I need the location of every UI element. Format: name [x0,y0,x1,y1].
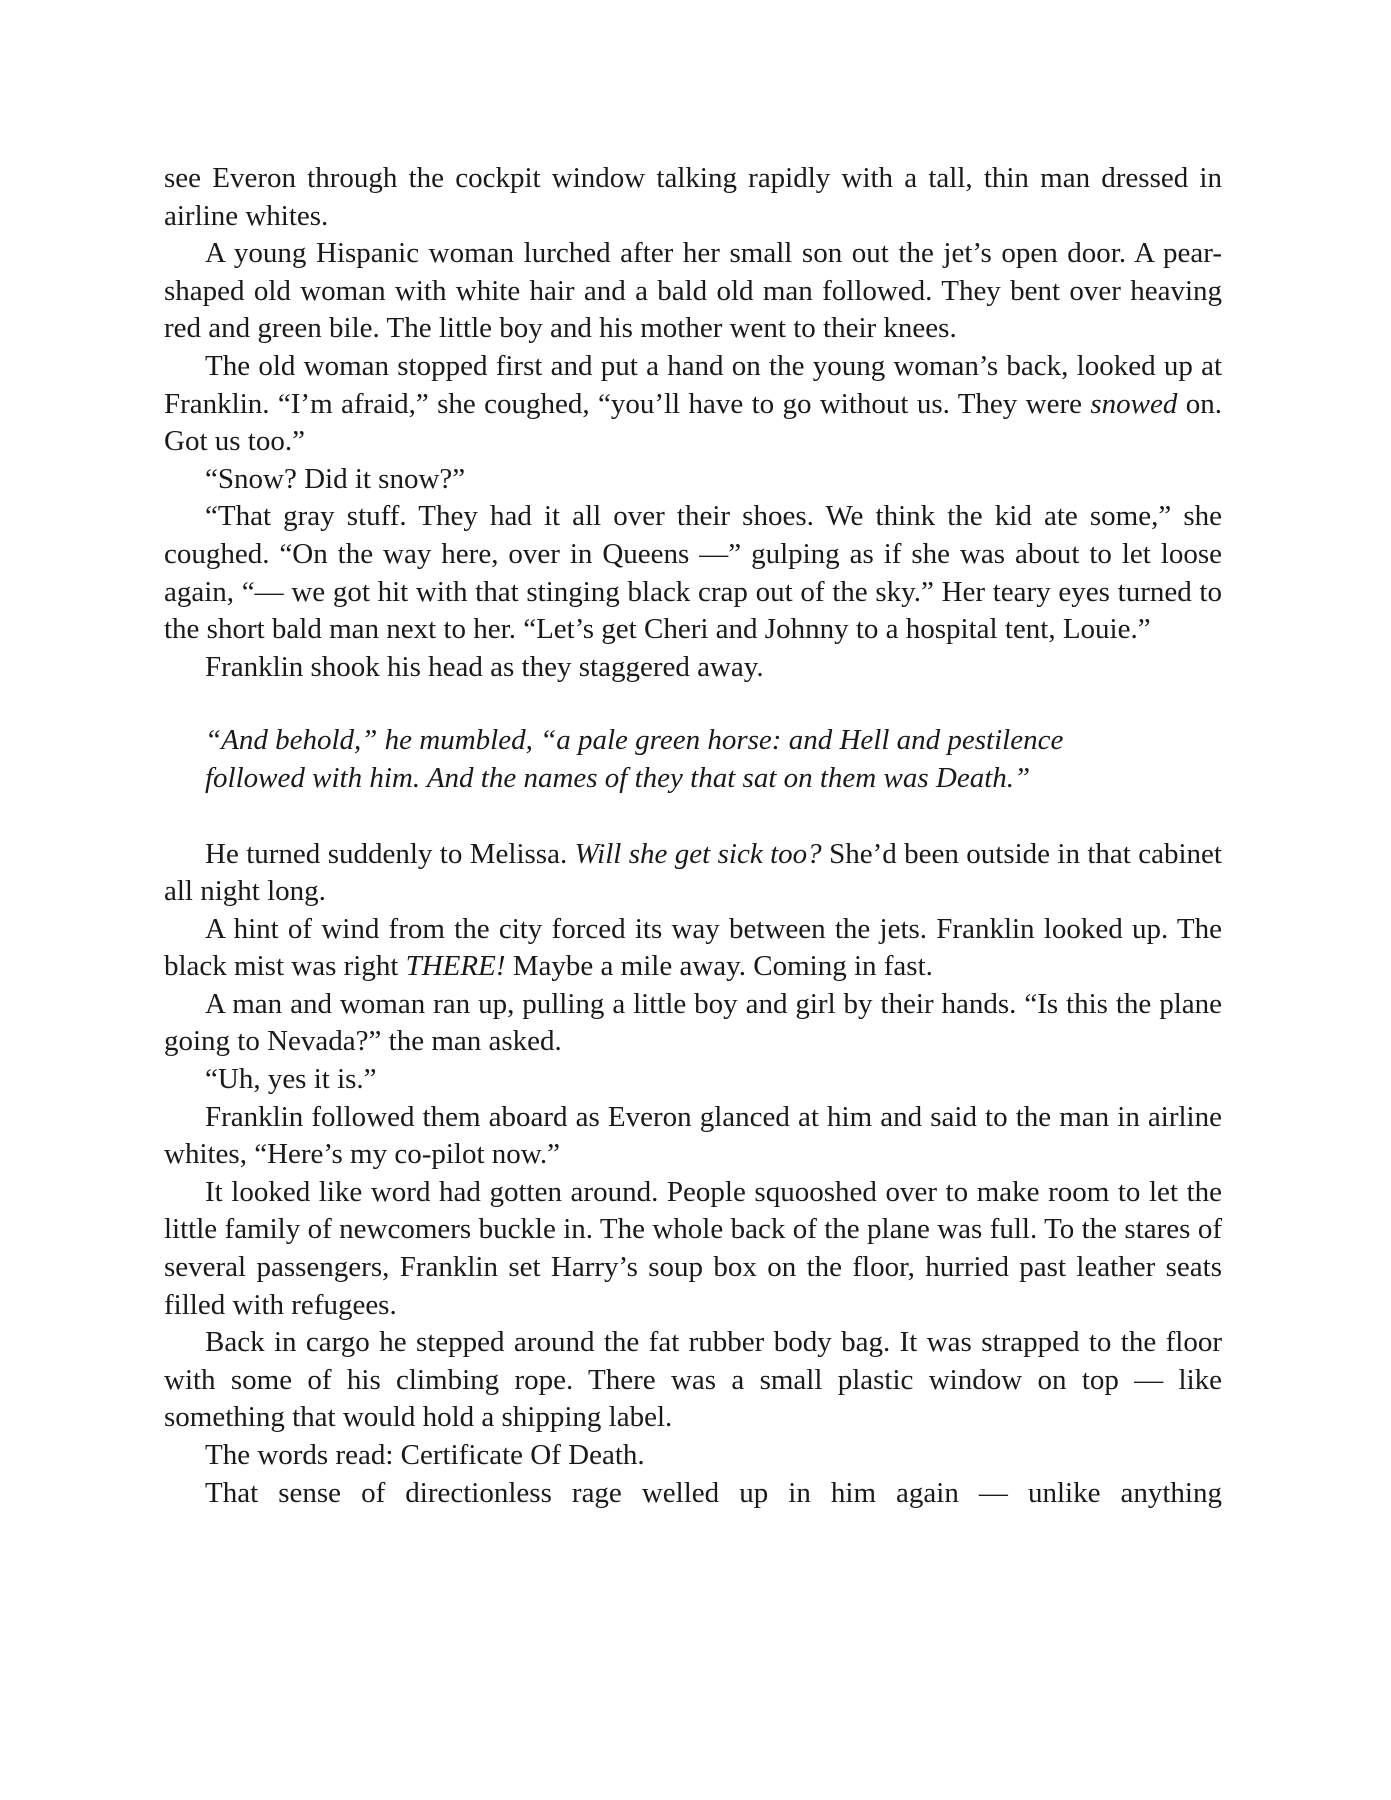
text-run: Franklin shook his head as they staggered away. [205,650,764,683]
text-run: “Uh, yes it is.” [205,1063,377,1096]
text-run: Maybe a mile away. Coming in fast. [505,950,933,983]
paragraph [164,1475,1222,1513]
paragraph [164,836,1222,911]
paragraph [164,986,1222,1061]
paragraph [164,1324,1222,1437]
quote-line: followed with him. And the names of they that sat on them was Death.” [205,761,1031,794]
text-run: She’d been outside in that cabinet all night long. [164,837,1222,908]
text-run: That sense of directionless rage welled up in him again — unlike anything [205,1476,1222,1509]
text-run: Franklin followed them aboard as Everon glanced at him and said to the man in airline whites, “Here’s my co-pilot now.” [164,1100,1222,1171]
paragraph [164,348,1222,461]
paragraph [164,1174,1222,1324]
text-run: “Snow? Did it snow?” [205,462,466,495]
paragraph [164,235,1222,348]
quote-line: “And behold,” he mumbled, “a pale green horse: and Hell and pestilence [205,724,1064,757]
paragraph [164,160,1222,235]
italic-text: THERE! [405,950,506,983]
text-run: “That gray stuff. They had it all over their shoes. We think the kid ate some,” she coughed. “On the way here, over in Queens —” gulping as if she was about to let loose again, “— we got hit with that stinging black crap out of the sky.” Her teary eyes turned to the short bald man next to her. “Let’s get Cheri and Johnny to a hospital tent, Louie.” [164,500,1222,646]
italic-text: snowed [1090,387,1178,420]
paragraph [164,1099,1222,1174]
text-run: see Everon through the cockpit window talking rapidly with a tall, thin man dressed in airline whites. [164,162,1222,232]
paragraph [164,461,1222,499]
body-text-before-quote [164,160,1222,686]
text-run: A young Hispanic woman lurched after her small son out the jet’s open door. A pear-shaped old woman with white hair and a bald old man followed. They bent over heaving red and green bile. The little boy and his mother went to their knees. [164,237,1222,345]
text-run: The words read: Certificate Of Death. [205,1439,645,1471]
text-run: A man and woman ran up, pulling a little boy and girl by their hands. “Is this the plane going to Nevada?” the man asked. [164,987,1222,1058]
book-page [164,160,1222,1512]
body-text-after-quote [164,836,1222,1513]
text-run: A hint of wind from the city forced its way between the jets. Franklin looked up. The black mist was right [164,912,1222,983]
italic-text: Will she get sick too? [574,837,822,870]
text-run: The old woman stopped first and put a hand on the young woman’s back, looked up at Franklin. “I’m afraid,” she coughed, “you’ll have to go without us. They were [164,349,1222,420]
paragraph [164,1061,1222,1099]
paragraph [164,1437,1222,1475]
paragraph [164,911,1222,986]
text-run: It looked like word had gotten around. People squooshed over to make room to let the little family of newcomers buckle in. The whole back of the plane was full. To the stares of several passengers, Franklin set Harry’s soup box on the floor, hurried past leather seats filled with refugees. [164,1175,1222,1321]
scripture-quote [205,722,1222,797]
text-run: He turned suddenly to Melissa. [205,837,575,870]
paragraph [164,498,1222,648]
text-run: on. Got us too.” [164,387,1223,458]
text-run: Back in cargo he stepped around the fat rubber body bag. It was strapped to the floor with some of his climbing rope. There was a small plastic window on top — like something that would hold a shipping label. [164,1326,1222,1434]
paragraph [164,649,1222,687]
